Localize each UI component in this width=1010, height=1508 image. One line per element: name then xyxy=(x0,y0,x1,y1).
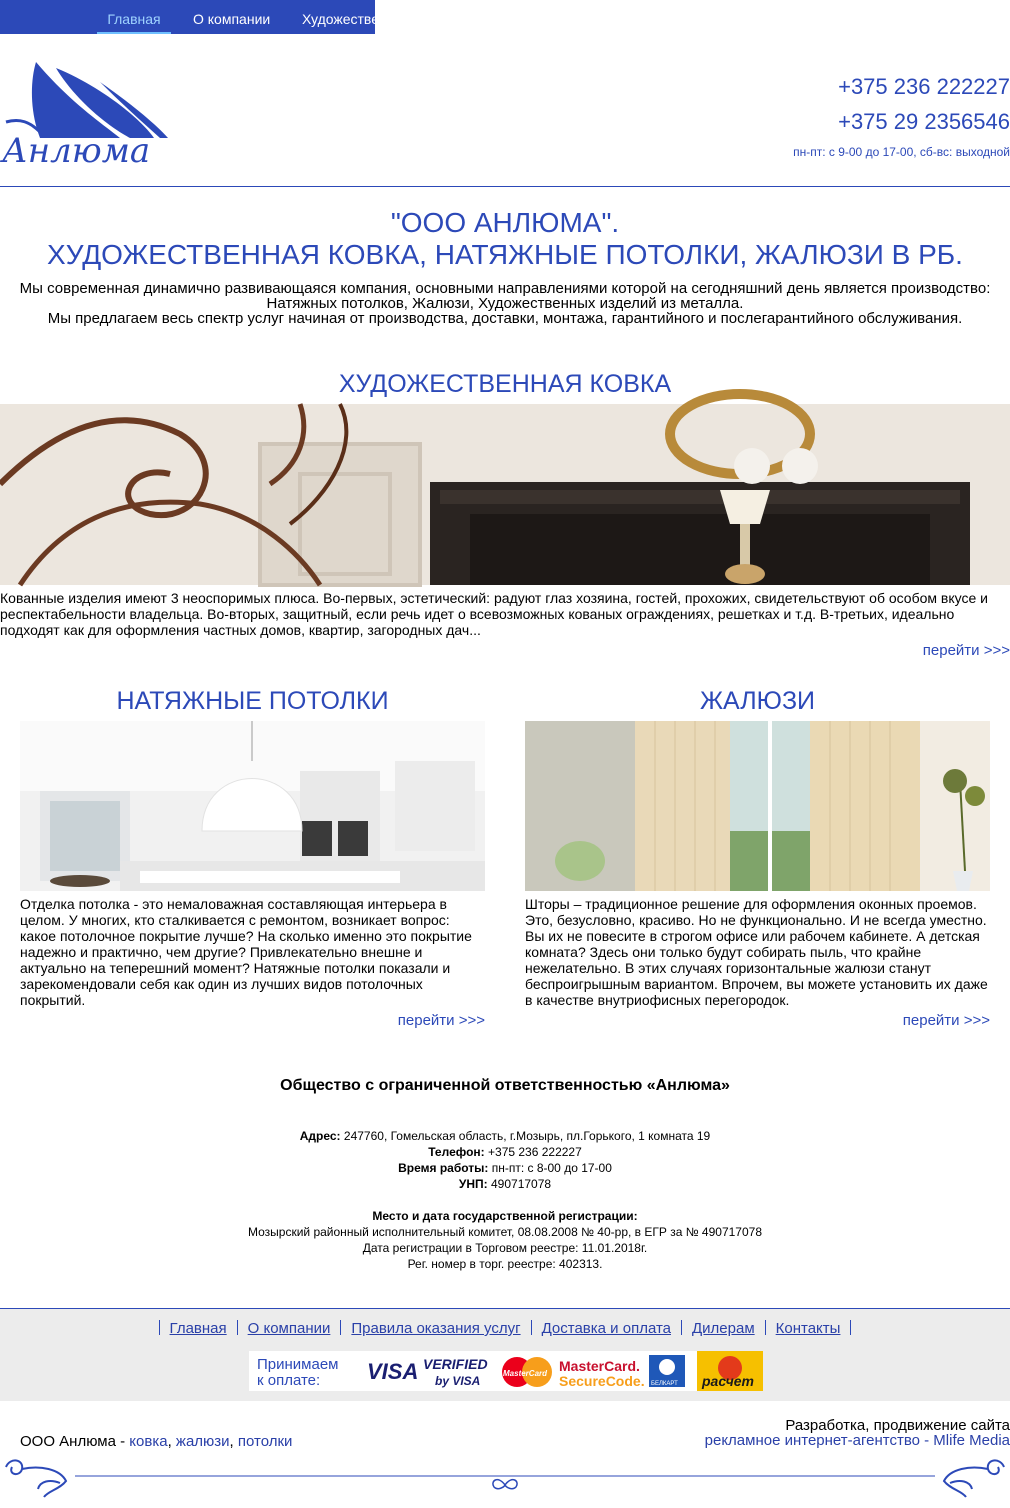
section-title-forging: ХУДОЖЕСТВЕННАЯ КОВКА xyxy=(338,370,672,398)
footer-site-name: ООО Анлюма - xyxy=(20,1433,130,1450)
forging-more-link[interactable]: перейти >>> xyxy=(922,642,1010,659)
logo[interactable] xyxy=(0,62,172,171)
blinds-image[interactable] xyxy=(525,721,990,891)
belkart-logo: БЕЛКАРТ xyxy=(651,1381,678,1387)
blinds-more-link[interactable]: перейти >>> xyxy=(902,1012,990,1029)
intro-line2: Натяжных потолков, Жалюзи, Художественных изделий из металла. xyxy=(266,295,744,312)
registration-line3: Рег. номер в торг. реестре: 402313. xyxy=(407,1257,603,1271)
footer-link-home[interactable]: Главная xyxy=(169,1320,227,1337)
ornament-swirl-icon xyxy=(0,1455,1010,1503)
footer-link-dealers[interactable]: Дилерам xyxy=(692,1320,755,1337)
visa-logo: VISA xyxy=(367,1359,419,1384)
footer-menu xyxy=(0,1320,1010,1337)
address-value: 247760, Гомельская область, г.Мозырь, пл.Горького, 1 комната 19 xyxy=(340,1129,711,1143)
forging-image[interactable] xyxy=(0,404,1010,585)
phone-label: Телефон: xyxy=(428,1145,485,1159)
company-unp-line xyxy=(0,1176,1010,1192)
ceilings-description: Отделка потолка - это немаловажная составляющая интерьера в целом. У многих, кто сталкивается с ремонтом, возникает вопрос: какое потолочное покрытие лучше? На сколько именно это покрытие надежно и практично, чем другие? Привлекательно внешне и актуально на теперешний момент? Натяжные потолки показали и зарекомендовали себя как один из лучших видов потолочных покрытий. xyxy=(20,896,472,1008)
payment-logos xyxy=(249,1351,763,1391)
forging-picture xyxy=(0,404,1010,585)
unp-label: УНП: xyxy=(458,1177,488,1191)
footer-ornament xyxy=(0,1455,1010,1503)
mastercard-logo: MasterCard xyxy=(503,1369,548,1378)
phone-secondary[interactable]: +375 29 2356546 xyxy=(838,109,1010,134)
hours-label: Время работы: xyxy=(398,1161,489,1175)
developer-credit-link[interactable]: рекламное интернет-агентство - Mlife Media xyxy=(704,1432,1010,1449)
header-divider xyxy=(0,186,1010,187)
logo-sail-icon xyxy=(0,62,172,171)
address-label: Адрес: xyxy=(299,1129,341,1143)
footer-link-blinds[interactable]: жалюзи xyxy=(175,1433,230,1450)
registration-label: Место и дата государственной регистрации: xyxy=(372,1209,638,1223)
blinds-description: Шторы – традиционное решение для оформления оконных проемов. Это, безусловно, красиво. Но не функционально. И не всегда уместно. Вы их не повесите в строгом офисе или рабочем кабинете. А детская комната? Здесь они только будут собирать пыль, что крайне нежелательно. В этих случаях горизонтальные жалюзи станут беспроигрышным вариантом. Впрочем, вы можете установить их даже в качестве внутриофисных перегородок. xyxy=(525,896,988,1008)
company-hours-line xyxy=(0,1160,1010,1176)
unp-value: 490717078 xyxy=(487,1177,552,1191)
registration-line2: Дата регистрации в Торговом реестре: 11.01.2018г. xyxy=(362,1241,648,1255)
phone-primary[interactable]: +375 236 222227 xyxy=(838,74,1010,99)
mastercard-securecode-logo-line1: MasterCard. xyxy=(559,1358,640,1374)
raschet-logo: расчет xyxy=(702,1373,754,1389)
section-title-ceilings: НАТЯЖНЫЕ ПОТОЛКИ xyxy=(116,687,389,715)
forging-description: Кованные изделия имеют 3 неоспоримых плюса. Во-первых, эстетический: радуют глаз хозяина, гостей, прохожих, свидетельствуют об особом вкусе и респектабельности владельца. Во-вторых, защитный, если речь идет о всевозможных кованых ограждениях, решетках и т.д. В-третьих, идеально подходят как для оформления частных домов, квартир, загородных дач... xyxy=(0,590,988,638)
page-title-line1: "ООО АНЛЮМА". xyxy=(390,207,620,238)
nav-item-home[interactable]: Главная xyxy=(97,0,171,34)
pay-label-line2: к оплате: xyxy=(257,1372,321,1389)
nav-item-forging[interactable]: Художественная ковка xyxy=(302,11,450,27)
company-address-line xyxy=(0,1128,1010,1144)
ceilings-more-link[interactable]: перейти >>> xyxy=(397,1012,485,1029)
hours-value: пн-пт: с 8-00 до 17-00 xyxy=(488,1161,612,1175)
footer-link-ceilings[interactable]: потолки xyxy=(237,1433,293,1450)
phone-value: +375 236 222227 xyxy=(484,1145,582,1159)
nav-item-about[interactable]: О компании xyxy=(193,11,271,27)
pay-label-line1: Принимаем xyxy=(257,1356,339,1373)
mastercard-securecode-logo-line2: SecureCode. xyxy=(559,1373,645,1389)
footer-link-forging[interactable]: ковка xyxy=(129,1433,168,1450)
verified-by-visa-logo-line1: VERIFIED xyxy=(423,1356,488,1372)
footer-link-rules[interactable]: Правила оказания услуг xyxy=(351,1320,521,1337)
company-phone-line xyxy=(0,1144,1010,1160)
intro-line3: Мы предлагаем весь спектр услуг начиная от производства, доставки, монтажа, гарантийного и послегарантийного обслуживания. xyxy=(47,310,963,327)
registration-line1: Мозырский районный исполнительный комитет, 08.08.2008 № 40-рр, в ЕГР за № 490717078 xyxy=(248,1225,762,1239)
developer-credit-text: Разработка, продвижение сайта xyxy=(785,1417,1010,1434)
footer-link-contacts[interactable]: Контакты xyxy=(775,1320,841,1337)
footer-link-delivery[interactable]: Доставка и оплата xyxy=(541,1320,671,1337)
page-title-line2: ХУДОЖЕСТВЕННАЯ КОВКА, НАТЯЖНЫЕ ПОТОЛКИ, ЖАЛЮЗИ В РБ. xyxy=(47,239,963,270)
work-hours: пн-пт: с 9-00 до 17-00, сб-вс: выходной xyxy=(793,145,1010,159)
company-name: Общество с ограниченной ответственностью «Анлюма» xyxy=(280,1077,730,1094)
logo-text: Анлюма xyxy=(2,131,151,171)
ceilings-picture xyxy=(20,721,485,891)
ceilings-image[interactable] xyxy=(20,721,485,891)
footer-link-about[interactable]: О компании xyxy=(247,1320,331,1337)
footer-site-keywords: ООО Анлюма - ковка, жалюзи, потолки xyxy=(20,1433,293,1450)
top-navigation xyxy=(0,0,450,34)
payment-methods xyxy=(249,1351,763,1391)
footer xyxy=(0,1308,1010,1401)
blinds-picture xyxy=(525,721,990,891)
intro-line1: Мы современная динамично развивающаяся компания, основными направлениями которой на сегодняшний день является производство: xyxy=(19,280,991,297)
verified-by-visa-logo-line2: by VISA xyxy=(435,1374,481,1388)
section-title-blinds: ЖАЛЮЗИ xyxy=(699,687,816,715)
developer-credit xyxy=(705,1418,1010,1448)
